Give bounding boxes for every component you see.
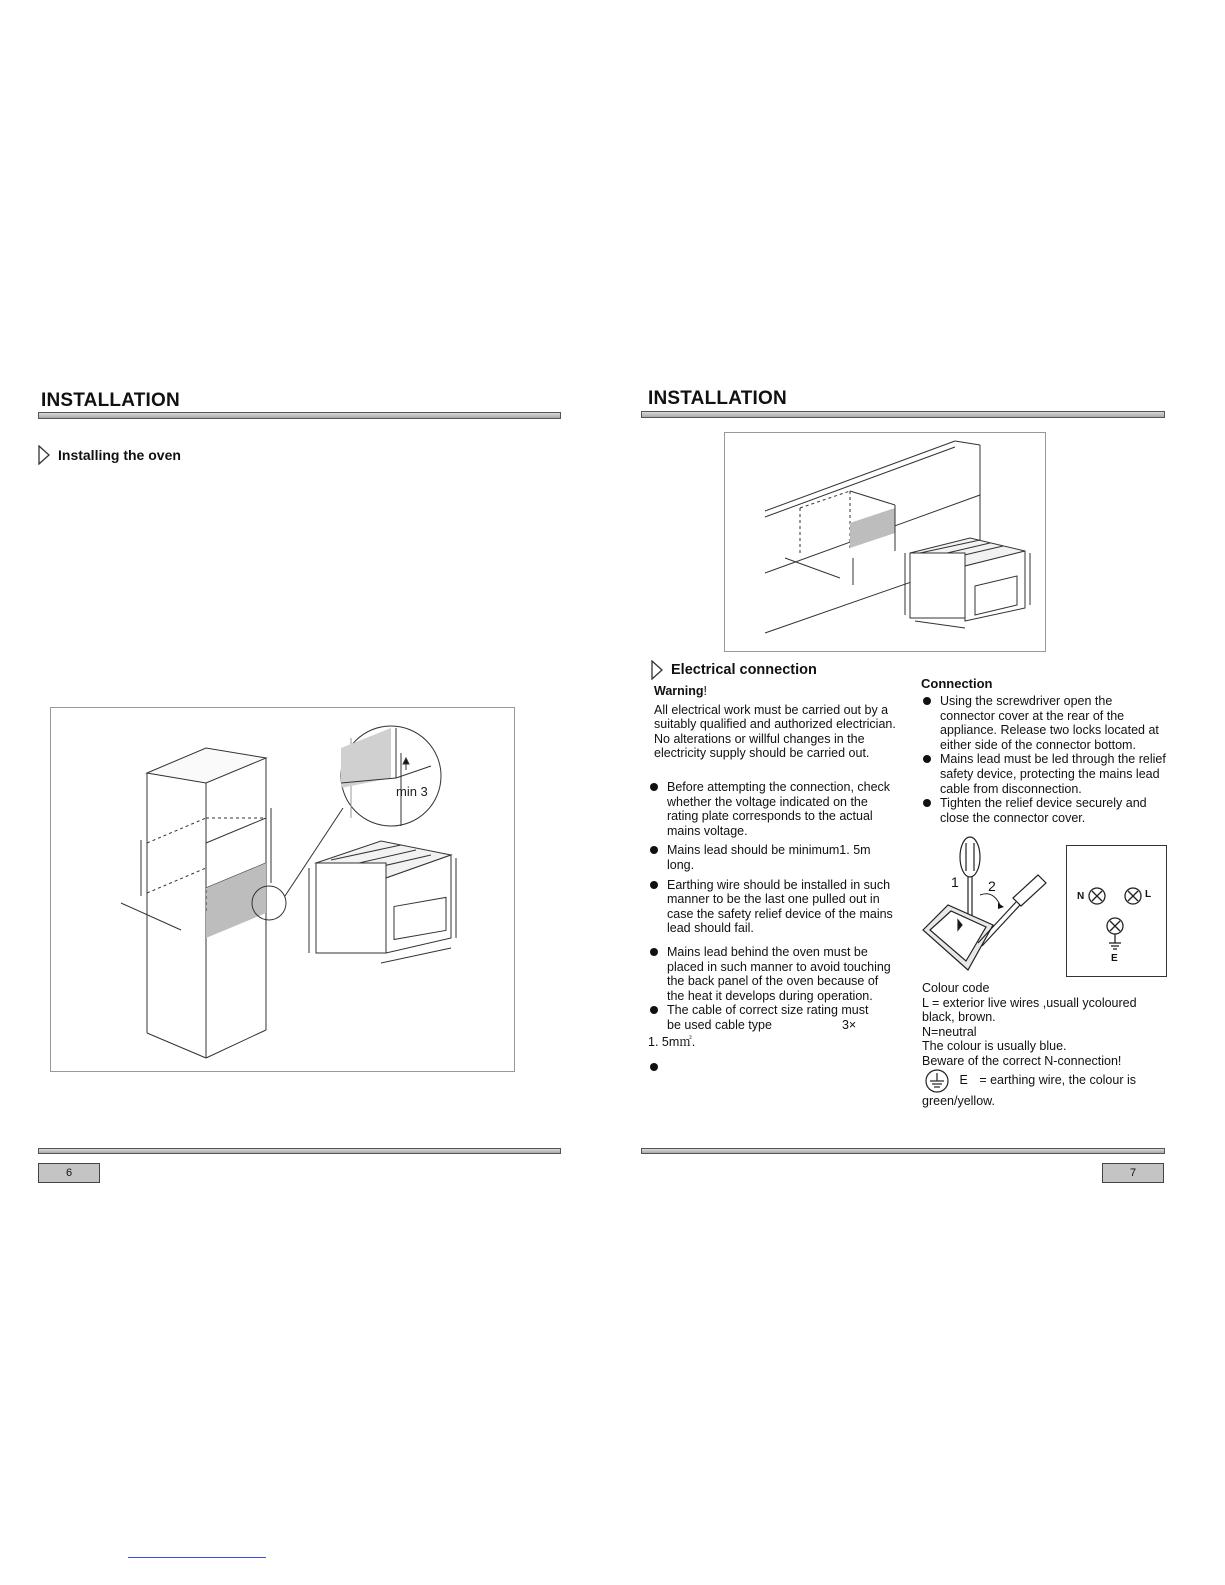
warning-text: All electrical work must be carried out by a suitably qualified and authorized electrician. No alterations or willful changes in the electricity supply should be carried out. bbox=[654, 702, 896, 761]
cable-bullet bbox=[648, 1003, 893, 1049]
cable-line-3: 1. 5m㎡. bbox=[648, 1034, 696, 1049]
left-footer-rule bbox=[38, 1148, 561, 1154]
cable-type-text: be used cable type bbox=[667, 1017, 772, 1032]
bullet-text: Mains lead behind the oven must be placed in such manner to avoid touching the back panel of the oven because of the heat it develops during operation. bbox=[667, 944, 891, 1003]
bottom-link-underline bbox=[128, 1557, 266, 1558]
bullet-dot bbox=[923, 697, 931, 705]
triangle-marker-icon bbox=[38, 445, 50, 465]
connection-bullet-text: Mains lead must be led through the relief safety device, protecting the mains lead cable from disconnection. bbox=[940, 752, 1166, 796]
step-2-label: 2 bbox=[988, 878, 996, 894]
left-page-number: 6 bbox=[38, 1163, 100, 1183]
connection-heading: Connection bbox=[921, 676, 993, 691]
installing-oven-heading-text: Installing the oven bbox=[58, 447, 181, 463]
electrical-connection-heading-text: Electrical connection bbox=[671, 662, 817, 678]
electrical-connection-heading bbox=[651, 660, 817, 680]
earth-symbol-icon bbox=[922, 1068, 952, 1094]
electrical-connection-body bbox=[654, 684, 904, 764]
bullet-item bbox=[648, 780, 893, 838]
right-page-title: INSTALLATION bbox=[648, 388, 787, 409]
colour-n-colour: The colour is usually blue. bbox=[922, 1039, 1067, 1054]
bullet-text: Mains lead should be minimum1. 5m long. bbox=[667, 843, 871, 872]
earth-e-label: E bbox=[959, 1073, 968, 1088]
bullet-dot bbox=[650, 783, 658, 791]
empty-bullet-dot bbox=[650, 1063, 658, 1071]
warning-line bbox=[654, 684, 904, 699]
colour-beware: Beware of the correct N-connection! bbox=[922, 1053, 1122, 1068]
cable-cores: 3× bbox=[841, 1017, 857, 1032]
min-3-label: min 3 bbox=[396, 784, 428, 799]
electrical-bullets bbox=[648, 780, 893, 1052]
colour-code-heading: Colour code bbox=[922, 981, 990, 995]
installing-oven-heading bbox=[38, 445, 181, 465]
right-page-number: 7 bbox=[1102, 1163, 1164, 1183]
right-title-rule bbox=[641, 411, 1165, 418]
screwdriver-connector-figure bbox=[918, 835, 1053, 975]
connection-bullet-item bbox=[921, 752, 1167, 796]
colour-n-line: N=neutral bbox=[922, 1024, 977, 1039]
connection-bullet-item bbox=[921, 694, 1167, 752]
earth-line-block bbox=[922, 1068, 1154, 1109]
bullet-dot bbox=[650, 948, 658, 956]
tall-cabinet-drawing bbox=[51, 708, 513, 1070]
connection-bullet-text: Using the screwdriver open the connector cover at the rear of the appliance. Release two locks located at either side of the connector bottom. bbox=[940, 694, 1159, 752]
bullet-item bbox=[648, 878, 893, 936]
counter-oven-figure bbox=[724, 432, 1046, 652]
connection-bullets bbox=[921, 694, 1167, 828]
left-title-rule bbox=[38, 412, 561, 419]
right-footer-rule bbox=[641, 1148, 1165, 1154]
colour-code-block bbox=[922, 981, 1152, 1069]
cable-line-2 bbox=[667, 1018, 893, 1033]
bullet-dot bbox=[650, 846, 658, 854]
bullet-dot bbox=[923, 755, 931, 763]
bullet-text: Earthing wire should be installed in such manner to be the last one pulled out in case the safety relief device of the mains lead should fail. bbox=[667, 877, 893, 936]
connection-bullet-item bbox=[921, 796, 1167, 825]
bullet-dot bbox=[650, 881, 658, 889]
tall-cabinet-oven-figure bbox=[50, 707, 515, 1072]
step-1-label: 1 bbox=[951, 874, 959, 890]
triangle-marker-icon bbox=[651, 660, 663, 680]
warning-label: Warning bbox=[654, 684, 704, 698]
left-page-title: INSTALLATION bbox=[41, 390, 180, 411]
warning-exclamation: ! bbox=[703, 684, 708, 698]
bullet-dot bbox=[923, 799, 931, 807]
colour-l-line: L = exterior live wires ,usuall ycoloured black, brown. bbox=[922, 995, 1137, 1025]
terminal-e-label: E bbox=[1111, 953, 1118, 964]
cable-line-1: The cable of correct size rating must bbox=[667, 1003, 869, 1018]
earth-line-text: = earthing wire, the colour is green/yellow. bbox=[922, 1073, 1136, 1108]
terminal-symbols bbox=[1067, 846, 1165, 975]
bullet-item bbox=[648, 945, 893, 1003]
connection-bullet-text: Tighten the relief device securely and close the connector cover. bbox=[940, 796, 1147, 825]
bullet-text: Before attempting the connection, check whether the voltage indicated on the rating plate corresponds to the actual mains voltage. bbox=[667, 780, 891, 838]
bullet-item bbox=[648, 843, 893, 872]
terminal-diagram bbox=[1066, 845, 1167, 977]
terminal-n-label: N bbox=[1077, 891, 1085, 902]
terminal-l-label: L bbox=[1145, 889, 1152, 900]
bullet-dot bbox=[650, 1006, 658, 1014]
counter-oven-drawing bbox=[725, 433, 1044, 650]
